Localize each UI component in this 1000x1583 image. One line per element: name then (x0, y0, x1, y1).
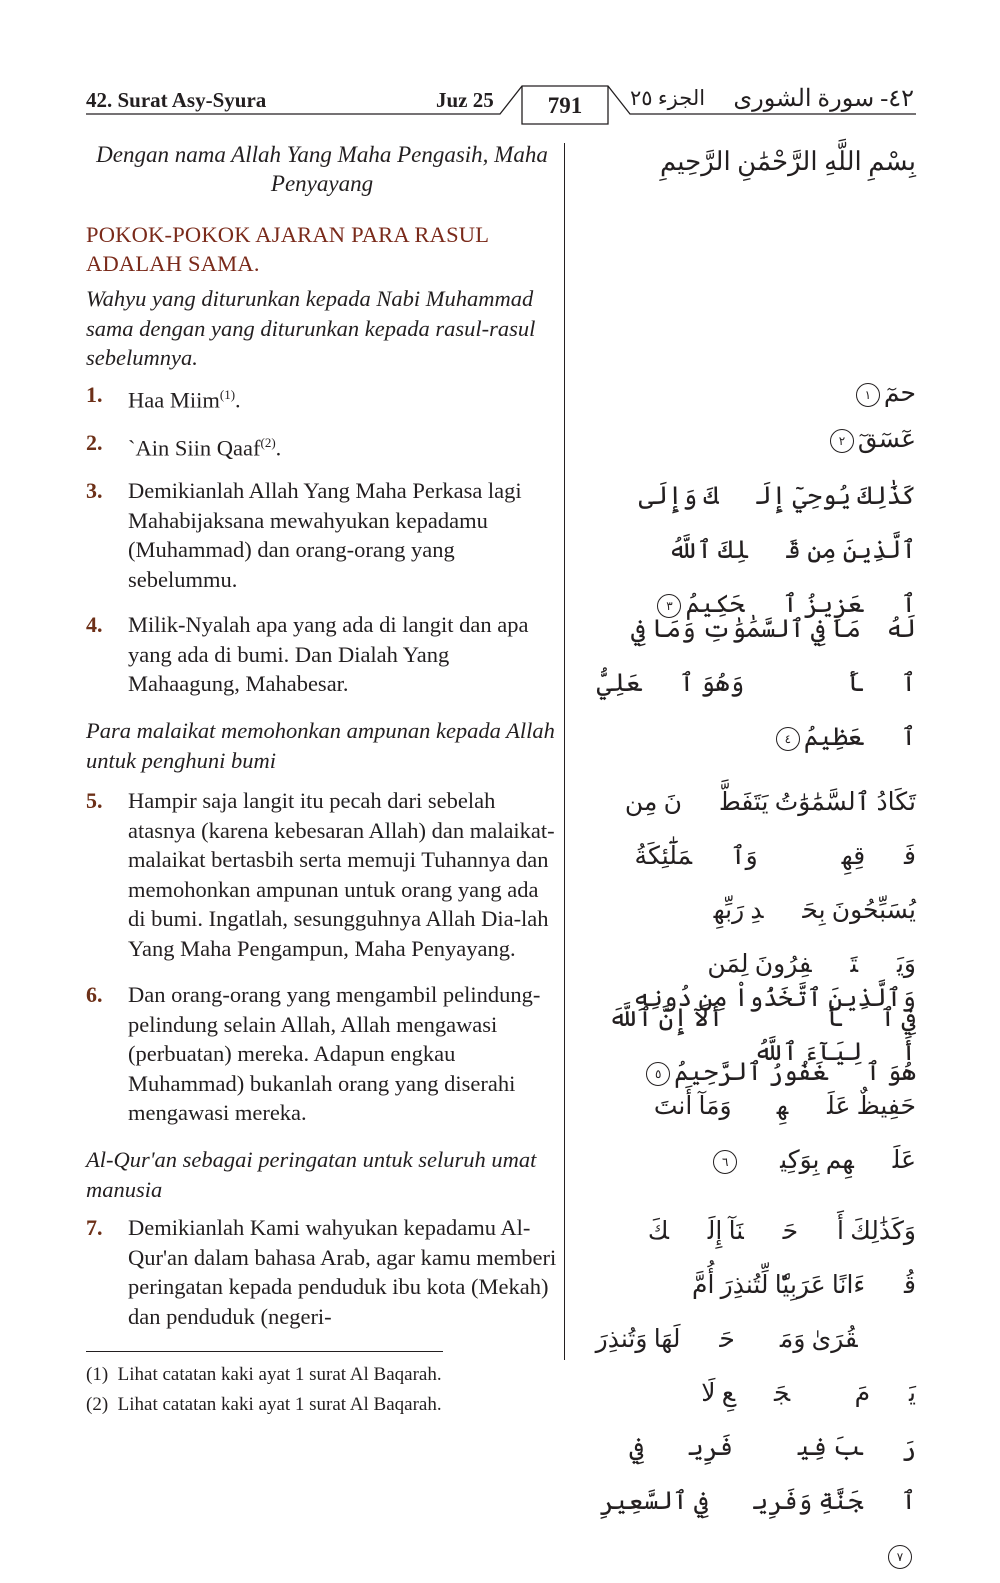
verse-number: 7. (86, 1215, 103, 1240)
footnote-number: (1) (86, 1364, 109, 1385)
verse-6-arabic: وَٱلَّذِينَ ٱتَّخَذُواْ مِن دُونِهِۦٓ أَوۡلِيَآءَ ٱللَّهُ حَفِيظٌ عَلَيۡهِمۡ وَمَآ أَنتَ عَلَيۡهِم بِوَكِيلٖ٦ (594, 985, 916, 1174)
juz-label-latin: Juz 25 (436, 88, 494, 112)
ayah-end-marker: ٢ (830, 429, 854, 453)
ayah-end-marker: ٧ (888, 1545, 912, 1569)
verse-2 (86, 428, 558, 463)
verse-3 (86, 476, 558, 594)
verse-5 (86, 786, 558, 963)
section-subheading: Para malaikat memohonkan ampunan kepada Allah untuk penghuni bumi (86, 718, 555, 773)
surah-title-latin: 42. Surat Asy-Syura (86, 88, 267, 112)
column-divider (564, 143, 565, 1360)
footnote-1 (86, 1363, 442, 1387)
verse-translation: Demikianlah Kami wahyukan kepadamu Al-Qur'an dalam bahasa Arab, agar kamu memberi peringatan kepada penduduk ibu kota (Mekah) dan penduduk (negeri- (128, 1215, 557, 1329)
ayah-end-marker: ٥ (646, 1062, 670, 1086)
basmalah-arabic: بِسْمِ اللَّهِ الرَّحْمَٰنِ الرَّحِيمِ (659, 147, 916, 176)
verse-translation: Hampir saja langit itu pecah dari sebelah atasnya (karena kebesaran Allah) dan malaikat-malaikat bertasbih serta memuji Tuhannya dan memohonkan ampunan untuk orang yang ada di bumi. Ingatlah, sesungguhnya Allah Dia-lah Yang Maha Pengampun, Maha Penyayang. (128, 788, 555, 961)
verse-number: 5. (86, 788, 103, 813)
verse-7-arabic: وَكَذَٰلِكَ أَوۡحَيۡنَآ إِلَيۡكَ قُرۡءَانًا عَرَبِيّٗا لِّتُنذِرَ أُمَّ ٱلۡقُرَىٰ وَمَنۡ حَوۡلَهَا وَتُنذِرَ يَوۡمَ ٱلۡجَمۡعِ لَا رَيۡبَ فِيهِۚ فَرِيقٞ فِي ٱلۡجَنَّةِ وَفَرِيقٞ فِي ٱلسَّعِيرِ٧ (586, 1205, 916, 1583)
verse-number: 4. (86, 612, 103, 637)
verse-2-arabic: عٓسٓقٓ٢ (586, 413, 916, 467)
section-subheading: Al-Qur'an sebagai peringatan untuk seluruh umat manusia (86, 1147, 537, 1202)
juz-label-arabic: الجزء ٢٥ (630, 86, 706, 110)
ayah-end-marker: ١ (856, 383, 880, 407)
verse-translation: `Ain Siin Qaaf$^{(2)}$. (128, 435, 282, 461)
footnote-text: Lihat catatan kaki ayat 1 surat Al Baqarah. (117, 1364, 442, 1385)
verse-5-arabic: تَكَادُ ٱلسَّمَٰوَٰتُ يَتَفَطَّرۡنَ مِن فَوۡقِهِنَّۚ وَٱلۡمَلَٰٓئِكَةُ يُسَبِّحُونَ بِحَمۡدِ رَبِّهِمۡ وَيَسۡتَغۡفِرُونَ لِمَن فِي ٱلۡأَرۡضِۗ أَلَآ إِنَّ ٱللَّهَ هُوَ ٱلۡغَفُورُ ٱلرَّحِيمُ٥ (608, 789, 916, 1086)
verse-4 (86, 610, 558, 699)
verse-4-arabic: لَهُۥ مَا فِي ٱلسَّمَٰوَٰتِ وَمَا فِي ٱلۡأَرۡضِۖ وَهُوَ ٱلۡعَلِيُّ ٱلۡعَظِيمُ٤ (596, 616, 916, 751)
verse-number: 6. (86, 982, 103, 1007)
verse-6 (86, 980, 558, 1128)
verse-number: 1. (86, 382, 103, 407)
basmalah-translation: Dengan nama Allah Yang Maha Pengasih, Maha Penyayang (96, 142, 548, 196)
footnote-separator (86, 1351, 443, 1352)
ayah-end-marker: ٦ (713, 1150, 737, 1174)
section-heading: POKOK-POKOK AJARAN PARA RASUL ADALAH SAMA. (86, 222, 489, 276)
footnote-number: (2) (86, 1394, 109, 1415)
verse-translation: Dan orang-orang yang mengambil pelindung-pelindung selain Allah, Allah mengawasi (perbuatan) mereka. Adapun engkau Muhammad) bukanlah orang yang diserahi mengawasi mereka. (128, 982, 541, 1125)
verse-translation: Milik-Nyalah apa yang ada di langit dan apa yang ada di bumi. Dan Dialah Yang Mahaagung, Mahabesar. (128, 612, 529, 696)
verse-number: 3. (86, 478, 103, 503)
verse-1-arabic: حمٓ١ (586, 367, 916, 421)
page-number: 791 (547, 93, 583, 118)
footnote-ref[interactable]: (1) (219, 387, 236, 402)
surah-title-arabic: ٤٢- سورة الشورى (733, 86, 914, 112)
ayah-end-marker: ٣ (657, 594, 681, 618)
section-subheading: Wahyu yang diturunkan kepada Nabi Muhammad sama dengan yang diturunkan kepada rasul-rasul sebelumnya. (86, 286, 536, 370)
footnote-text: Lihat catatan kaki ayat 1 surat Al Baqarah. (117, 1394, 442, 1415)
verse-translation: Haa Miim$^{(1)}$. (128, 387, 241, 413)
ayah-end-marker: ٤ (776, 727, 800, 751)
footnote-2 (86, 1393, 442, 1417)
verse-7 (86, 1213, 558, 1331)
verse-1 (86, 380, 558, 415)
footnote-ref[interactable]: (2) (260, 435, 276, 450)
verse-number: 2. (86, 430, 103, 455)
verse-3-arabic: كَذَٰلِكَ يُوحِيٓ إِلَيۡكَ وَإِلَى ٱلَّذِينَ مِن قَبۡلِكَ ٱللَّهُ ٱلۡعَزِيزُ ٱلۡحَكِيمُ٣ (638, 483, 916, 618)
verse-translation: Demikianlah Allah Yang Maha Perkasa lagi Mahabijaksana mewahyukan kepadamu (Muhammad) dan orang-orang yang sebelummu. (128, 478, 522, 592)
